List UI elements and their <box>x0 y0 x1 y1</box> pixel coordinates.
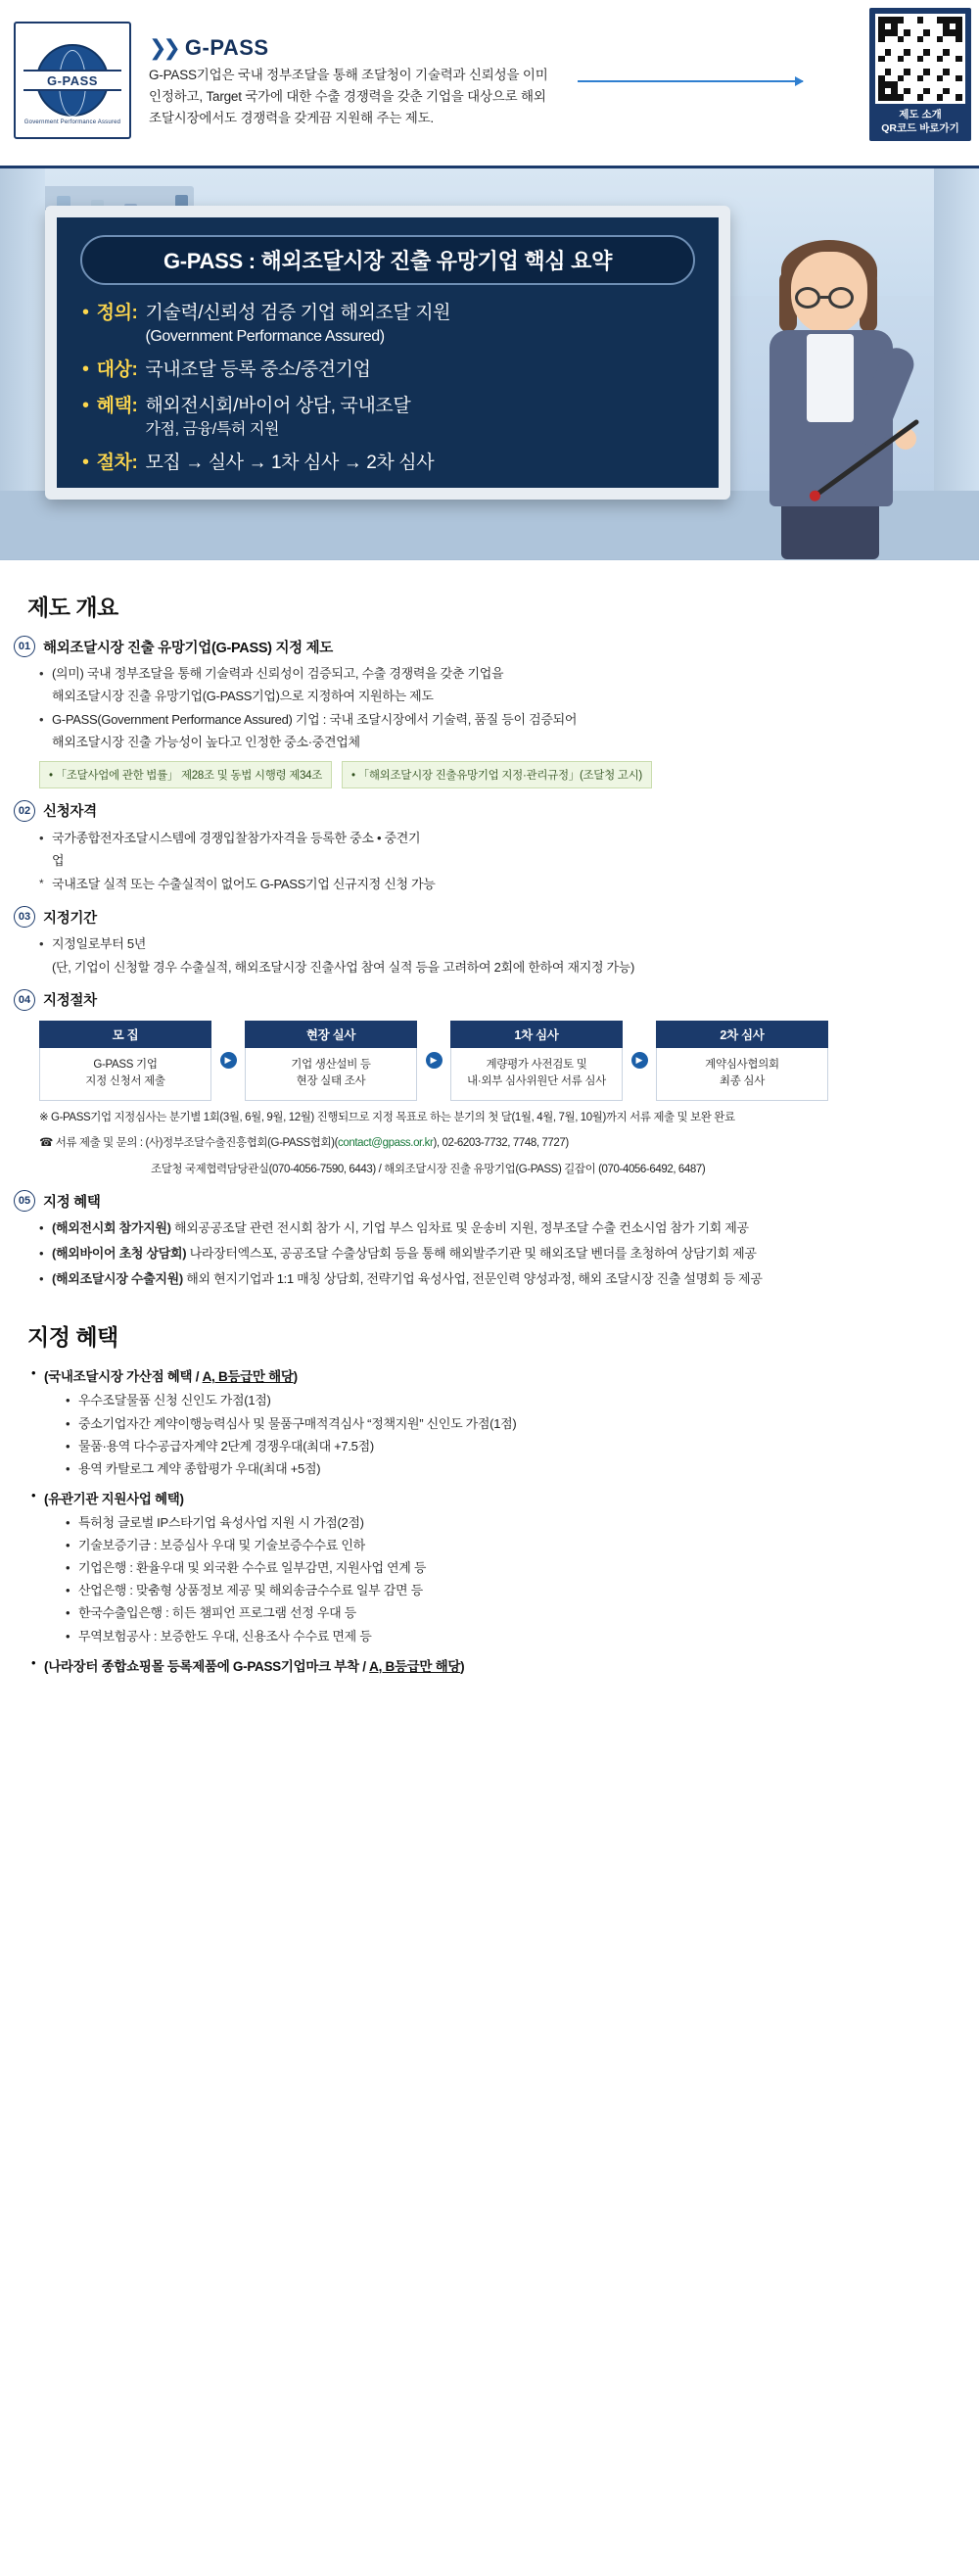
contact-email-link[interactable]: contact@gpass.or.kr <box>338 1137 434 1150</box>
benefit-group-heading: • (나라장터 종합쇼핑몰 등록제품에 G-PASS기업마크 부착 / A, B등급만 해당) <box>44 1658 465 1674</box>
benefit-item-label: (해외조달시장 수출지원) <box>52 1271 183 1287</box>
benefit-sub-item: • 기업은행 : 환율우대 및 외국환 수수료 일부감면, 지원사업 연계 등 <box>66 1556 965 1579</box>
block-bullet-cont: 해외조달시장 진출 유망기업(G-PASS기업)으로 지정하여 지원하는 제도 <box>52 689 434 704</box>
benefit-group <box>31 1655 965 1675</box>
process-flow <box>39 1021 965 1101</box>
hero-summary-item <box>82 358 693 383</box>
process-title: 지정절차 <box>43 993 97 1010</box>
gpass-emblem <box>14 22 131 139</box>
benefits-number-badge: 05 <box>14 1190 35 1212</box>
hero-title: G-PASS : 해외조달시장 진출 유망기업 핵심 요약 <box>80 235 695 285</box>
benefit-sub-item: • 산업은행 : 맞춤형 상품정보 제공 및 해외송금수수료 일부 감면 등 <box>66 1579 965 1601</box>
block-bullet: • 국가종합전자조달시스템에 경쟁입찰참가자격을 등록한 중소 • 중견기 <box>39 828 965 848</box>
benefit-group-heading: • (유관기관 지원사업 혜택) <box>44 1491 184 1506</box>
process-block <box>14 989 965 1178</box>
brand-description: G-PASS기업은 국내 정부조달을 통해 조달청이 기술력과 신뢰성을 이미 인정하고, Target 국가에 대한 수출 경쟁력을 갖춘 기업을 대상으로 해외 조달시장에서도 경쟁력을 갖게끔 지원해 주는 제도. <box>149 68 548 125</box>
block-title: 해외조달시장 진출 유망기업(G-PASS) 지정 제도 <box>43 640 333 656</box>
hero-banner <box>0 168 979 560</box>
flow-arrow-icon: ▶ <box>417 1021 450 1101</box>
hero-summary-item <box>82 394 693 440</box>
block-bullet: • 지정일로부터 5년 <box>39 933 965 954</box>
process-number-badge: 04 <box>14 989 35 1011</box>
emblem-sub-label: Government Performance Assured <box>23 119 121 125</box>
process-note: ☎ 서류 제출 및 문의 : (사)정부조달수출진흥협회(G-PASS협회)(contact@gpass.or.kr), 02-6203-7732, 7748, 7727) <box>39 1137 569 1150</box>
benefit-sub-item: • 한국수출입은행 : 히든 챔피언 프로그램 선정 우대 등 <box>66 1601 965 1624</box>
bullet-icon: • <box>82 358 89 381</box>
benefit-group-list <box>66 1389 965 1480</box>
hero-item-value: 기술력/신뢰성 검증 기업 해외조달 지원 (Government Performance Assured) <box>145 303 451 345</box>
hero-item-value: 국내조달 등록 중소/중견기업 <box>145 359 371 381</box>
block-bullet-cont: 해외조달시장 진출 가능성이 높다고 인정한 중소·중견업체 <box>52 735 360 750</box>
block-note: * 국내조달 실적 또는 수출실적이 없어도 G-PASS기업 신규지정 신청 가능 <box>39 874 965 894</box>
emblem-band-label: G-PASS <box>23 70 121 91</box>
flow-step-head: 모 집 <box>39 1021 211 1048</box>
qr-caption-line1: 제도 소개 <box>899 109 942 120</box>
hero-summary-item <box>82 451 693 476</box>
block-number-badge: 03 <box>14 906 35 928</box>
block-bullet: • (의미) 국내 정부조달을 통해 기술력과 신뢰성이 검증되고, 수출 경쟁력을 갖춘 기업을 <box>39 663 965 684</box>
flow-step-body: 기업 생산설비 등 현장 실태 조사 <box>245 1048 417 1101</box>
hero-blackboard <box>45 206 730 500</box>
benefit-item: • (해외전시회 참가지원) 해외공공조달 관련 전시회 참가 시, 기업 부스 임차료 및 운송비 지원, 정부조달 수출 컨소시엄 참가 기회 제공 <box>39 1217 965 1239</box>
overview-section <box>0 590 979 1290</box>
flow-step-head: 현장 실사 <box>245 1021 417 1048</box>
process-note: ※ G-PASS기업 지정심사는 분기별 1회(3월, 6월, 9월, 12월) 진행되므로 지정 목표로 하는 분기의 첫 달(1월, 4월, 7월, 10월)까지 서류 제출 및 보완 완료 <box>39 1111 735 1123</box>
qr-code-icon <box>875 14 965 104</box>
brand-row <box>149 35 269 61</box>
block-bullet: • G-PASS(Government Performance Assured) 기업 : 국내 조달시장에서 기술력, 품질 등이 검증되어 <box>39 709 965 730</box>
block-title: 신청자격 <box>43 804 97 821</box>
flow-step-head: 2차 심사 <box>656 1021 828 1048</box>
overview-block <box>14 906 965 978</box>
top-header <box>0 0 979 168</box>
block-bullet-list <box>39 933 965 978</box>
block-bullet-cont: 업 <box>52 853 65 869</box>
benefit-sub-item: • 특허청 글로벌 IP스타기업 육성사업 지원 시 가점(2점) <box>66 1511 965 1534</box>
benefit-group-heading: • (국내조달시장 가산점 혜택 / A, B등급만 해당) <box>44 1369 298 1385</box>
glasses-icon <box>795 287 820 309</box>
benefit-sub-item: • 중소기업자간 계약이행능력심사 및 물품구매적격심사 “정책지원” 신인도 가점(1점) <box>66 1412 965 1435</box>
bullet-icon: • <box>82 302 89 323</box>
benefit-sub-item: • 우수조달물품 신청 신인도 가점(1점) <box>66 1389 965 1411</box>
teacher-illustration <box>730 236 956 559</box>
flow-step-body: G-PASS 기업 지정 신청서 제출 <box>39 1048 211 1101</box>
benefit-item-label: (해외전시회 참가지원) <box>52 1220 171 1236</box>
block-title: 지정기간 <box>43 910 97 927</box>
bullet-icon: • <box>82 394 89 416</box>
process-notes <box>14 1109 965 1178</box>
qr-code-link[interactable] <box>869 8 971 141</box>
flow-step <box>245 1021 417 1101</box>
overview-section-title: 제도 개요 <box>27 595 118 620</box>
bottom-groups <box>31 1365 965 1674</box>
block-number-badge: 01 <box>14 636 35 657</box>
hero-summary-item <box>82 301 693 347</box>
overview-block <box>14 800 965 894</box>
flow-arrow-icon: ▶ <box>211 1021 245 1101</box>
hero-item-value: 해외전시회/바이어 상담, 국내조달 가점, 금융/특허 지원 <box>145 395 411 438</box>
brand-title: G-PASS <box>184 35 269 60</box>
bottom-section-title: 지정 혜택 <box>27 1324 118 1351</box>
process-note: 조달청 국제협력담당관실(070-4056-7590, 6443) / 해외조달시장 진출 유망기업(G-PASS) 길잡이 (070-4056-6492, 6487) <box>151 1163 706 1175</box>
block-bullet-cont: (단, 기업이 신청할 경우 수출실적, 해외조달시장 진출사업 참여 실적 등을 고려하여 2회에 한하여 재지정 가능) <box>52 959 635 975</box>
hero-summary-list <box>74 301 701 476</box>
hero-item-label: 혜택: <box>96 395 138 416</box>
flow-step-head: 1차 심사 <box>450 1021 623 1048</box>
benefit-item-label: (해외바이어 초청 상담회) <box>52 1246 187 1262</box>
law-reference-box: • 「해외조달시장 진출유망기업 지정·관리규정」(조달청 고시) <box>342 761 652 788</box>
benefit-item: • (해외바이어 초청 상담회) 나라장터엑스포, 공공조달 수출상담회 등을 통해 해외발주기관 및 해외조달 벤더를 초청하여 상담기회 제공 <box>39 1243 965 1264</box>
flow-step-body: 계량평가 사전검토 및 내·외부 심사위원단 서류 심사 <box>450 1048 623 1101</box>
benefit-sub-item: • 물품·용역 다수공급자계약 2단계 경쟁우대(최대 +7.5점) <box>66 1435 965 1457</box>
law-reference-box: • 「조달사업에 관한 법률」 제28조 및 동법 시행령 제34조 <box>39 761 332 788</box>
hero-item-label: 절차: <box>96 453 138 474</box>
block-bullet-list <box>39 663 965 753</box>
hero-item-label: 정의: <box>96 303 138 323</box>
law-reference-row <box>39 761 965 788</box>
flow-arrow-icon: ▶ <box>623 1021 656 1101</box>
block-number-badge: 02 <box>14 800 35 822</box>
benefit-group <box>31 1365 965 1480</box>
flow-step <box>656 1021 828 1101</box>
flow-step-body: 계약심사협의회 최종 심사 <box>656 1048 828 1101</box>
designation-benefits-section <box>0 1319 979 1674</box>
hero-item-label: 대상: <box>96 359 138 381</box>
arrow-right-icon <box>578 80 803 82</box>
block-bullet-list <box>39 828 965 894</box>
double-chevron-right-icon: ❯❯ <box>149 35 177 60</box>
overview-block <box>14 636 965 788</box>
benefits-list <box>39 1217 965 1290</box>
benefits-title: 지정 혜택 <box>43 1194 101 1211</box>
benefit-sub-item: • 무역보험공사 : 보증한도 우대, 신용조사 수수료 면제 등 <box>66 1625 965 1647</box>
benefit-sub-item: • 기술보증기금 : 보증심사 우대 및 기술보증수수료 인하 <box>66 1534 965 1556</box>
flow-step <box>39 1021 211 1101</box>
benefit-group <box>31 1488 965 1647</box>
benefit-item: • (해외조달시장 수출지원) 해외 현지기업과 1:1 매칭 상담회, 전략기업 육성사업, 전문인력 양성과정, 해외 조달시장 진출 설명회 등 제공 <box>39 1268 965 1290</box>
qr-caption-line2: QR코드 바로가기 <box>881 122 959 135</box>
flow-step <box>450 1021 623 1101</box>
benefits-block <box>14 1190 965 1290</box>
benefit-sub-item: • 용역 카탈로그 계약 종합평가 우대(최대 +5점) <box>66 1457 965 1480</box>
hero-item-value: 모집 → 실사 → 1차 심사 → 2차 심사 <box>145 453 435 474</box>
bullet-icon: • <box>82 452 89 474</box>
overview-blocks <box>14 636 965 978</box>
benefit-group-list <box>66 1511 965 1647</box>
